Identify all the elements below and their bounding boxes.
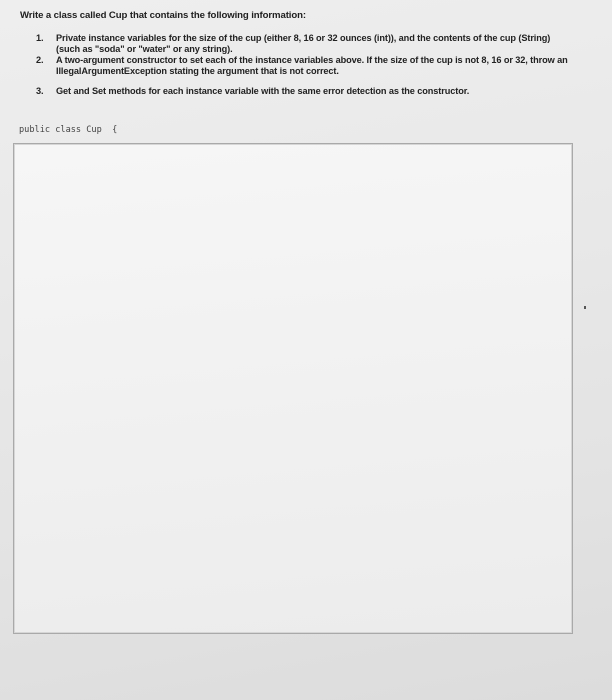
requirement-text: Private instance variables for the size of the cup (either 8, 16 or 32 ounces (int)), and the contents of the cup (String) (such as "soda" or "water" or any string). [56, 33, 551, 54]
requirement-text: Get and Set methods for each instance variable with the same error detection as the constructor. [56, 86, 470, 96]
requirement-item [36, 55, 572, 77]
requirement-number: 2. [36, 55, 44, 65]
requirements-list [36, 33, 572, 97]
code-starter: public class Cup { [19, 125, 118, 135]
requirement-number: 1. [36, 33, 44, 43]
requirement-item [36, 33, 572, 55]
intro-class-name: Cup [108, 10, 128, 21]
requirement-item [36, 86, 572, 97]
intro-prefix: Write a class called [20, 10, 109, 21]
requirement-text: A two-argument constructor to set each of the instance variables above. If the size of the cup is not 8, 16 or 32, throw an IllegalArgumentException stating the argument that is not correct. [56, 55, 568, 76]
cursor-mark [584, 306, 586, 309]
intro-suffix: that contains the following information: [127, 10, 306, 21]
requirement-number: 3. [36, 86, 44, 96]
answer-textbox[interactable] [13, 143, 573, 634]
question-intro [20, 10, 306, 21]
